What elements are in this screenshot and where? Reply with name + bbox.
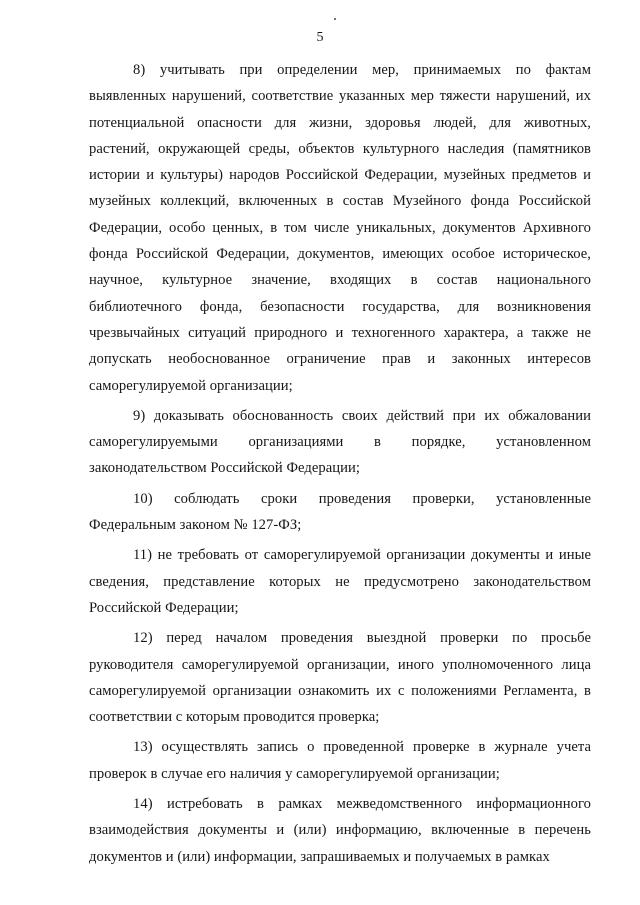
paragraph-item-10: 10) соблюдать сроки проведения проверки, установленные Федеральным законом № 127-ФЗ;	[89, 490, 591, 534]
paragraph-item-11: 11) не требовать от саморегулируемой организации документы и иные сведения, представление которых не предусмотрено законодательством Российской Федерации;	[89, 547, 591, 616]
paragraph-item-12: 12) перед началом проведения выездной проверки по просьбе руководителя саморегулируемой организации, иного уполномоченного лица саморегулируемой организации ознакомить их с положениями Регламента, в соответствии с которым проводится проверка;	[89, 630, 591, 726]
paragraph-item-14: 14) истребовать в рамках межведомственного информационного взаимодействия документы и (или) информацию, включенные в перечень документов и (или) информации, запрашиваемых и получаемых в рамках	[89, 796, 591, 865]
page-number: 5	[316, 30, 324, 45]
scan-dot-mark	[334, 18, 336, 20]
paragraph-item-8: 8) учитывать при определении мер, принимаемых по фактам выявленных нарушений, соответствие указанных мер тяжести нарушений, их потенциальной опасности для жизни, здоровья людей, для животных, растений, окружающей среды, объектов культурного наследия (памятников истории и культуры) народов Российской Федерации, музейных предметов и музейных коллекций, включенных в состав Музейного фонда Российской Федерации, особо ценных, в том числе уникальных, документов Архивного фонда Российской Федерации, документов, имеющих особое историческое, научное, культурное значение, входящих в состав национального библиотечного фонда, безопасности государства, для возникновения чрезвычайных ситуаций природного и техногенного характера, а также не допускать необоснованное ограничение прав и законных интересов саморегулируемой организации;	[89, 62, 591, 394]
paragraph-item-9: 9) доказывать обоснованность своих действий при их обжаловании саморегулируемыми организациями в порядке, установленном законодательством Российской Федерации;	[89, 407, 591, 477]
document-body	[89, 57, 591, 874]
paragraph-item-13: 13) осуществлять запись о проведенной проверке в журнале учета проверок в случае его наличия у саморегулируемой организации;	[89, 739, 591, 782]
